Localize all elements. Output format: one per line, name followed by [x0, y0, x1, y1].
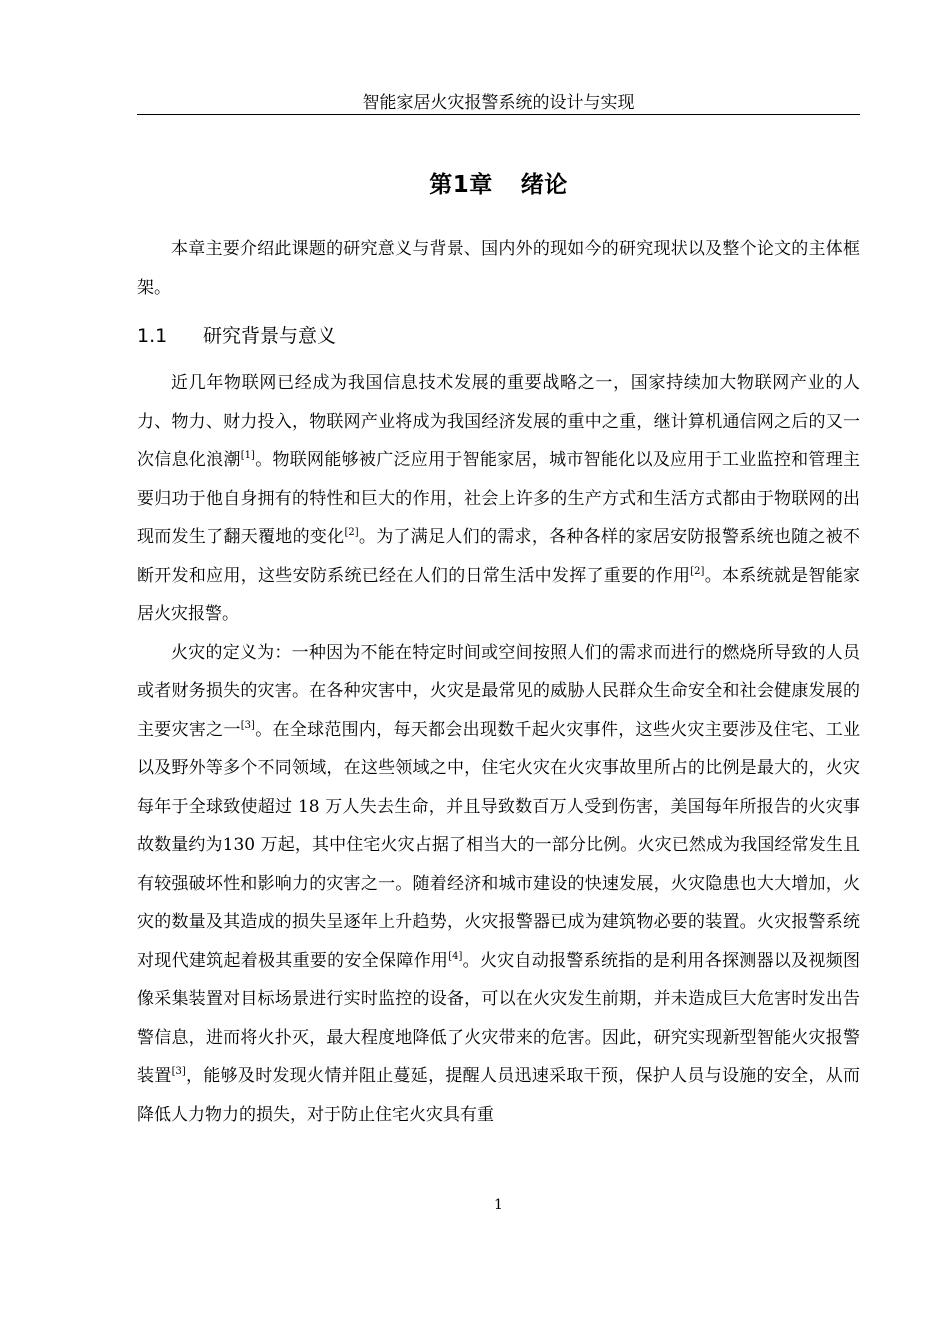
text-run: ，能够及时发现火情并阻止蔓延，提醒人员迅速采取干预，保护人员与设施的安全，从而降低人力物力的损失，对于防止住宅火灾具有重 [137, 1066, 860, 1125]
text-run: 。物联网能够被广泛应用于智能家居，城市智能化以及应用于工业监控和管理主要归功于他自身拥有的特性和巨大的作用，社会上许多的生产方式和生活方式都由于物联网的出现而发生了翻天覆地的变化 [137, 450, 861, 547]
section-body [137, 364, 860, 1134]
section-title: 研究背景与意义 [203, 325, 337, 347]
text-run: 近几年物联网已经成为我国信息技术发展的重要战略之一，国家持续加大物联网产业的人力、物力、财力投入，物联网产业将成为我国经济发展的重中之重，继计算机通信网之后的又一次信息化浪潮 [137, 373, 860, 470]
chapter-title [137, 170, 860, 200]
paragraph-iot-background [137, 364, 860, 634]
citation: [4] [448, 950, 463, 962]
intro-paragraph: 本章主要介绍此课题的研究意义与背景、国内外的现如今的研究现状以及整个论文的主体框架。 [137, 239, 860, 298]
citation: [3] [240, 719, 255, 731]
text-run: 火灾的定义为：一种因为不能在特定时间或空间按照人们的需求而进行的燃烧所导致的人员或者财务损失的灾害。在各种灾害中，火灾是最常见的威胁人民群众生命安全和社会健康发展的主要灾害之一 [137, 642, 860, 740]
chapter-number: 第1章 [429, 172, 493, 198]
text-run: 。为了满足人们的需求，各种各样的家居安防报警系统也随之被不断开发和应用，这些安防系统已经在人们的日常生活中发挥了重要的作用 [137, 527, 861, 586]
running-header: 智能家居火灾报警系统的设计与实现 [362, 93, 635, 113]
page-number: 1 [494, 1197, 503, 1213]
text-run: 。本系统就是智能家居火灾报警。 [137, 565, 861, 624]
section-number: 1.1 [137, 325, 168, 347]
paragraph-fire-definition [137, 634, 860, 1135]
text-run: 。火灾自动报警系统指的是利用各探测器以及视频图像采集装置对目标场景进行实时监控的设备，可以在火灾发生前期，并未造成巨大危害时发出告警信息，进而将火扑灭，最大程度地降低了火灾带来的危害。因此，研究实现新型智能火灾报警装置 [137, 950, 861, 1086]
chapter-intro [137, 230, 860, 307]
citation: [2] [344, 527, 359, 538]
text-run: 。在全球范围内，每天都会出现数千起火灾事件，这些火灾主要涉及住宅、工业以及野外等多个不同领域，在这些领域之中，住宅火灾在火灾事故里所占的比例是最大的，火灾每年于全球致使超过 18 万人失去生命，并且导致数百万人受到伤害，美国每年所报告的火灾事故数量约为130 万起，其中住宅火灾占据了相当大的一部分比例。火灾已然成为我国经常发生且有较强破坏性和影响力的灾害之一。随着经济和城市建设的快速发展，火灾隐患也大大增加，火灾的数量及其造成的损失呈逐年上升趋势，火灾报警器已成为建筑物必要的装置。火灾报警系统对现代建筑起着极其重要的安全保障作用 [137, 719, 861, 971]
citation: [2] [690, 565, 705, 577]
section-heading [137, 322, 336, 350]
chapter-name: 绪论 [520, 172, 568, 198]
citation: [3] [171, 1066, 186, 1077]
header-rule [137, 114, 860, 115]
citation: [1] [240, 450, 255, 461]
